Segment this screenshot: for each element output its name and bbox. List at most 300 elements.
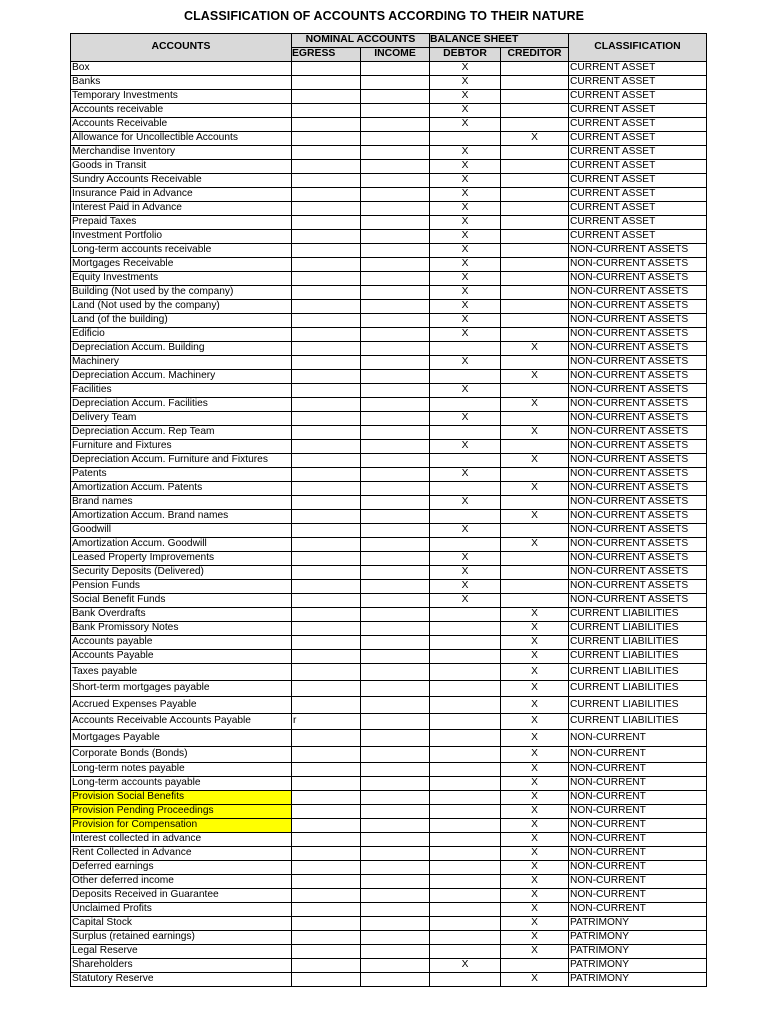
income-cell [361, 664, 430, 681]
header-accounts: ACCOUNTS [71, 34, 292, 62]
account-cell: Accounts receivable [71, 104, 292, 118]
debtor-cell [430, 636, 501, 650]
egress-cell [292, 230, 361, 244]
account-cell: Allowance for Uncollectible Accounts [71, 132, 292, 146]
debtor-cell [430, 132, 501, 146]
income-cell [361, 973, 430, 987]
income-cell [361, 412, 430, 426]
table-row [71, 861, 707, 875]
debtor-cell: X [430, 230, 501, 244]
table-row [71, 791, 707, 805]
creditor-cell [501, 594, 569, 608]
classification-cell: NON-CURRENT ASSETS [569, 258, 707, 272]
table-row [71, 730, 707, 747]
income-cell [361, 680, 430, 697]
classification-cell: PATRIMONY [569, 959, 707, 973]
classification-cell: NON-CURRENT ASSETS [569, 580, 707, 594]
classification-cell: NON-CURRENT ASSETS [569, 300, 707, 314]
debtor-cell: X [430, 174, 501, 188]
egress-cell [292, 566, 361, 580]
egress-cell [292, 636, 361, 650]
classification-cell: NON-CURRENT ASSETS [569, 524, 707, 538]
debtor-cell [430, 819, 501, 833]
account-cell: Edificio [71, 328, 292, 342]
creditor-cell: X [501, 833, 569, 847]
creditor-cell [501, 146, 569, 160]
classification-cell: CURRENT ASSET [569, 174, 707, 188]
egress-cell [292, 889, 361, 903]
account-cell: Depreciation Accum. Furniture and Fixtures [71, 454, 292, 468]
debtor-cell: X [430, 552, 501, 566]
debtor-cell: X [430, 959, 501, 973]
income-cell [361, 216, 430, 230]
account-cell: Interest collected in advance [71, 833, 292, 847]
classification-cell: PATRIMONY [569, 945, 707, 959]
creditor-cell [501, 258, 569, 272]
classification-cell: NON-CURRENT ASSETS [569, 454, 707, 468]
egress-cell [292, 931, 361, 945]
income-cell [361, 777, 430, 791]
egress-cell [292, 552, 361, 566]
table-row [71, 132, 707, 146]
creditor-cell [501, 314, 569, 328]
header-debtor: DEBTOR [430, 48, 501, 62]
debtor-cell [430, 945, 501, 959]
creditor-cell [501, 959, 569, 973]
table-row [71, 300, 707, 314]
income-cell [361, 356, 430, 370]
egress-cell [292, 118, 361, 132]
debtor-cell [430, 510, 501, 524]
account-cell: Merchandise Inventory [71, 146, 292, 160]
egress-cell [292, 763, 361, 777]
creditor-cell [501, 202, 569, 216]
income-cell [361, 342, 430, 356]
classification-cell: NON-CURRENT ASSETS [569, 440, 707, 454]
income-cell [361, 426, 430, 440]
table-row [71, 580, 707, 594]
table-row [71, 763, 707, 777]
header-income: INCOME [361, 48, 430, 62]
account-cell: Box [71, 62, 292, 76]
egress-cell [292, 482, 361, 496]
income-cell [361, 188, 430, 202]
classification-cell: NON-CURRENT [569, 763, 707, 777]
classification-cell: CURRENT ASSET [569, 104, 707, 118]
income-cell [361, 482, 430, 496]
account-cell: Depreciation Accum. Building [71, 342, 292, 356]
debtor-cell [430, 664, 501, 681]
creditor-cell [501, 286, 569, 300]
debtor-cell: X [430, 258, 501, 272]
creditor-cell: X [501, 917, 569, 931]
table-row [71, 244, 707, 258]
egress-cell [292, 861, 361, 875]
income-cell [361, 608, 430, 622]
income-cell [361, 763, 430, 777]
egress-cell [292, 146, 361, 160]
creditor-cell: X [501, 697, 569, 714]
account-cell: Long-term accounts payable [71, 777, 292, 791]
debtor-cell: X [430, 146, 501, 160]
debtor-cell [430, 746, 501, 763]
debtor-cell [430, 889, 501, 903]
table-row [71, 202, 707, 216]
classification-cell: CURRENT ASSET [569, 160, 707, 174]
account-cell: Leased Property Improvements [71, 552, 292, 566]
creditor-cell: X [501, 730, 569, 747]
account-cell: Prepaid Taxes [71, 216, 292, 230]
egress-cell [292, 328, 361, 342]
creditor-cell [501, 580, 569, 594]
income-cell [361, 258, 430, 272]
creditor-cell: X [501, 763, 569, 777]
creditor-cell: X [501, 847, 569, 861]
classification-cell: CURRENT ASSET [569, 230, 707, 244]
egress-cell [292, 680, 361, 697]
creditor-cell: X [501, 636, 569, 650]
classification-cell: NON-CURRENT ASSETS [569, 286, 707, 300]
table-row [71, 146, 707, 160]
egress-cell [292, 440, 361, 454]
creditor-cell: X [501, 132, 569, 146]
creditor-cell: X [501, 805, 569, 819]
creditor-cell [501, 272, 569, 286]
debtor-cell: X [430, 594, 501, 608]
debtor-cell: X [430, 286, 501, 300]
account-cell: Capital Stock [71, 917, 292, 931]
classification-cell: NON-CURRENT ASSETS [569, 510, 707, 524]
table-row [71, 398, 707, 412]
creditor-cell: X [501, 454, 569, 468]
classification-cell: NON-CURRENT ASSETS [569, 328, 707, 342]
classification-cell: NON-CURRENT [569, 847, 707, 861]
table-row [71, 314, 707, 328]
account-cell: Brand names [71, 496, 292, 510]
egress-cell [292, 412, 361, 426]
classification-cell: NON-CURRENT [569, 833, 707, 847]
debtor-cell [430, 370, 501, 384]
income-cell [361, 622, 430, 636]
table-row [71, 482, 707, 496]
table-row [71, 174, 707, 188]
table-row [71, 104, 707, 118]
table-row [71, 917, 707, 931]
income-cell [361, 875, 430, 889]
income-cell [361, 76, 430, 90]
account-cell: Provision for Compensation [71, 819, 292, 833]
creditor-cell [501, 356, 569, 370]
classification-cell: CURRENT LIABILITIES [569, 697, 707, 714]
egress-cell [292, 300, 361, 314]
egress-cell [292, 244, 361, 258]
classification-cell: CURRENT ASSET [569, 188, 707, 202]
creditor-cell: X [501, 819, 569, 833]
classification-cell: NON-CURRENT ASSETS [569, 314, 707, 328]
account-cell: Accounts payable [71, 636, 292, 650]
table-row [71, 370, 707, 384]
classification-cell: NON-CURRENT [569, 875, 707, 889]
account-cell: Sundry Accounts Receivable [71, 174, 292, 188]
account-cell: Long-term accounts receivable [71, 244, 292, 258]
classification-cell: NON-CURRENT ASSETS [569, 370, 707, 384]
classification-cell: NON-CURRENT ASSETS [569, 482, 707, 496]
creditor-cell [501, 552, 569, 566]
classification-cell: NON-CURRENT ASSETS [569, 496, 707, 510]
account-cell: Accounts Receivable Accounts Payable [71, 713, 292, 730]
table-row [71, 889, 707, 903]
accounts-table [70, 33, 707, 987]
debtor-cell: X [430, 90, 501, 104]
account-cell: Depreciation Accum. Rep Team [71, 426, 292, 440]
account-cell: Furniture and Fixtures [71, 440, 292, 454]
debtor-cell [430, 608, 501, 622]
debtor-cell: X [430, 216, 501, 230]
account-cell: Interest Paid in Advance [71, 202, 292, 216]
egress-cell [292, 791, 361, 805]
egress-cell [292, 62, 361, 76]
table-row [71, 945, 707, 959]
account-cell: Deferred earnings [71, 861, 292, 875]
income-cell [361, 713, 430, 730]
account-cell: Bank Promissory Notes [71, 622, 292, 636]
income-cell [361, 746, 430, 763]
income-cell [361, 819, 430, 833]
egress-cell [292, 875, 361, 889]
classification-cell: NON-CURRENT [569, 777, 707, 791]
table-row [71, 286, 707, 300]
creditor-cell [501, 216, 569, 230]
account-cell: Amortization Accum. Goodwill [71, 538, 292, 552]
account-cell: Equity Investments [71, 272, 292, 286]
creditor-cell [501, 118, 569, 132]
account-cell: Banks [71, 76, 292, 90]
debtor-cell [430, 713, 501, 730]
egress-cell [292, 819, 361, 833]
classification-cell: NON-CURRENT ASSETS [569, 552, 707, 566]
classification-cell: NON-CURRENT ASSETS [569, 244, 707, 258]
classification-cell: NON-CURRENT [569, 903, 707, 917]
creditor-cell [501, 62, 569, 76]
table-row [71, 440, 707, 454]
debtor-cell: X [430, 580, 501, 594]
classification-cell: NON-CURRENT ASSETS [569, 468, 707, 482]
table-row [71, 272, 707, 286]
debtor-cell [430, 454, 501, 468]
account-cell: Corporate Bonds (Bonds) [71, 746, 292, 763]
creditor-cell: X [501, 931, 569, 945]
account-cell: Accounts Receivable [71, 118, 292, 132]
income-cell [361, 202, 430, 216]
income-cell [361, 861, 430, 875]
creditor-cell [501, 468, 569, 482]
table-row [71, 819, 707, 833]
creditor-cell: X [501, 370, 569, 384]
creditor-cell: X [501, 538, 569, 552]
creditor-cell: X [501, 510, 569, 524]
table-row [71, 594, 707, 608]
income-cell [361, 580, 430, 594]
table-row [71, 552, 707, 566]
table-row [71, 903, 707, 917]
account-cell: Goodwill [71, 524, 292, 538]
table-row [71, 384, 707, 398]
egress-cell [292, 538, 361, 552]
income-cell [361, 62, 430, 76]
debtor-cell: X [430, 412, 501, 426]
creditor-cell: X [501, 746, 569, 763]
income-cell [361, 791, 430, 805]
debtor-cell [430, 697, 501, 714]
classification-cell: NON-CURRENT ASSETS [569, 384, 707, 398]
classification-cell: CURRENT LIABILITIES [569, 636, 707, 650]
account-cell: Statutory Reserve [71, 973, 292, 987]
debtor-cell [430, 426, 501, 440]
account-cell: Machinery [71, 356, 292, 370]
creditor-cell: X [501, 680, 569, 697]
egress-cell [292, 945, 361, 959]
debtor-cell: X [430, 118, 501, 132]
income-cell [361, 104, 430, 118]
classification-cell: NON-CURRENT ASSETS [569, 566, 707, 580]
classification-cell: NON-CURRENT [569, 730, 707, 747]
table-row [71, 847, 707, 861]
header-creditor: CREDITOR [501, 48, 569, 62]
income-cell [361, 805, 430, 819]
header-classification: CLASSIFICATION [569, 34, 707, 62]
debtor-cell [430, 833, 501, 847]
egress-cell [292, 160, 361, 174]
debtor-cell [430, 680, 501, 697]
account-cell: Delivery Team [71, 412, 292, 426]
table-row [71, 664, 707, 681]
table-row [71, 713, 707, 730]
account-cell: Social Benefit Funds [71, 594, 292, 608]
account-cell: Mortgages Receivable [71, 258, 292, 272]
account-cell: Facilities [71, 384, 292, 398]
table-row [71, 412, 707, 426]
classification-cell: NON-CURRENT ASSETS [569, 426, 707, 440]
classification-cell: PATRIMONY [569, 917, 707, 931]
creditor-cell: X [501, 861, 569, 875]
egress-cell [292, 580, 361, 594]
classification-cell: NON-CURRENT [569, 791, 707, 805]
account-cell: Short-term mortgages payable [71, 680, 292, 697]
creditor-cell [501, 300, 569, 314]
classification-cell: CURRENT ASSET [569, 202, 707, 216]
debtor-cell: X [430, 314, 501, 328]
creditor-cell [501, 496, 569, 510]
income-cell [361, 636, 430, 650]
egress-cell [292, 132, 361, 146]
table-row [71, 342, 707, 356]
table-row [71, 188, 707, 202]
egress-cell [292, 202, 361, 216]
creditor-cell [501, 174, 569, 188]
debtor-cell: X [430, 76, 501, 90]
egress-cell [292, 510, 361, 524]
creditor-cell [501, 328, 569, 342]
account-cell: Provision Social Benefits [71, 791, 292, 805]
header-balance-sheet: BALANCE SHEET [430, 34, 569, 48]
table-row [71, 959, 707, 973]
debtor-cell: X [430, 188, 501, 202]
egress-cell [292, 426, 361, 440]
account-cell: Goods in Transit [71, 160, 292, 174]
egress-cell [292, 272, 361, 286]
header-egress: EGRESS [292, 48, 361, 62]
creditor-cell [501, 412, 569, 426]
debtor-cell: X [430, 328, 501, 342]
egress-cell [292, 608, 361, 622]
creditor-cell [501, 440, 569, 454]
debtor-cell: X [430, 62, 501, 76]
income-cell [361, 160, 430, 174]
egress-cell [292, 174, 361, 188]
table-row [71, 356, 707, 370]
egress-cell [292, 342, 361, 356]
income-cell [361, 510, 430, 524]
income-cell [361, 833, 430, 847]
debtor-cell: X [430, 160, 501, 174]
classification-cell: CURRENT ASSET [569, 76, 707, 90]
table-row [71, 777, 707, 791]
table-row [71, 496, 707, 510]
classification-cell: CURRENT ASSET [569, 132, 707, 146]
account-cell: Depreciation Accum. Machinery [71, 370, 292, 384]
classification-cell: NON-CURRENT [569, 746, 707, 763]
debtor-cell [430, 875, 501, 889]
debtor-cell: X [430, 356, 501, 370]
debtor-cell: X [430, 440, 501, 454]
creditor-cell: X [501, 777, 569, 791]
income-cell [361, 524, 430, 538]
income-cell [361, 286, 430, 300]
debtor-cell [430, 777, 501, 791]
debtor-cell [430, 730, 501, 747]
income-cell [361, 650, 430, 664]
table-row [71, 510, 707, 524]
debtor-cell [430, 791, 501, 805]
classification-cell: CURRENT ASSET [569, 216, 707, 230]
debtor-cell [430, 931, 501, 945]
classification-cell: NON-CURRENT [569, 805, 707, 819]
creditor-cell [501, 160, 569, 174]
debtor-cell [430, 903, 501, 917]
creditor-cell [501, 384, 569, 398]
account-cell: Mortgages Payable [71, 730, 292, 747]
table-row [71, 608, 707, 622]
egress-cell [292, 847, 361, 861]
creditor-cell: X [501, 426, 569, 440]
table-row [71, 746, 707, 763]
income-cell [361, 730, 430, 747]
table-row [71, 622, 707, 636]
income-cell [361, 847, 430, 861]
income-cell [361, 174, 430, 188]
creditor-cell [501, 188, 569, 202]
egress-cell [292, 973, 361, 987]
income-cell [361, 931, 430, 945]
table-row [71, 426, 707, 440]
creditor-cell: X [501, 622, 569, 636]
debtor-cell [430, 622, 501, 636]
debtor-cell [430, 650, 501, 664]
creditor-cell: X [501, 650, 569, 664]
income-cell [361, 903, 430, 917]
income-cell [361, 384, 430, 398]
debtor-cell [430, 398, 501, 412]
